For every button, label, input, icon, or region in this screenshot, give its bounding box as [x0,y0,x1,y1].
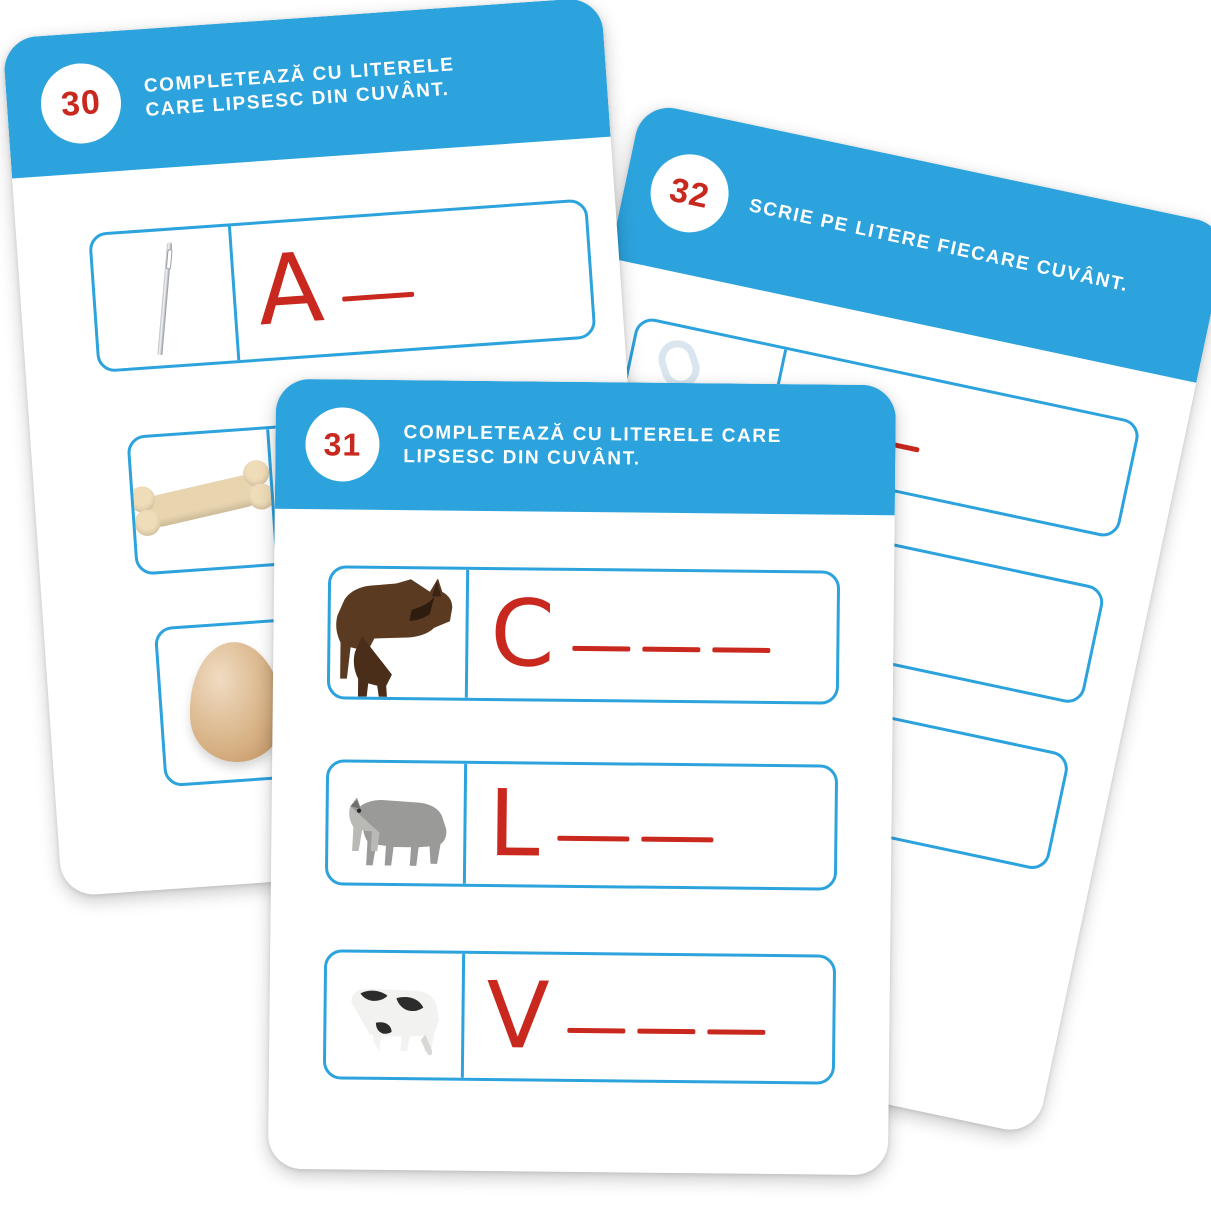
card-31-row-3-letter: V [485,962,550,1070]
card-31-row-2[interactable] [325,759,838,890]
card-32-instruction: SCRIE PE LITERE FIECARE CUVÂNT. [747,195,1131,297]
card-31-row-1[interactable] [327,565,840,704]
cow-icon [326,952,462,1077]
card-31-number-badge [305,407,380,482]
card-31-header [275,379,896,515]
card-30-row-1-letter: A [253,231,327,348]
wolf-icon [328,762,464,883]
card-31-row-3-picture [326,952,465,1077]
card-31-row-1-picture [330,568,469,697]
card-30-row-1-writing-area[interactable] [231,202,593,360]
card-31-instruction: COMPLETEAZĂ CU LITERELE CARE LIPSESC DIN CUVÂNT. [403,422,783,470]
card-31-row-3-blanks [567,1027,765,1034]
card-32-number: 32 [666,170,714,216]
card-31-row-3-writing-area[interactable] [464,954,833,1082]
blank-line [643,646,701,652]
card-30-header [2,0,610,178]
card-30-number-badge [38,61,123,146]
card-31-number: 31 [323,425,362,463]
horse-silhouette [330,568,466,697]
blank-line [342,291,414,301]
blank-line [558,835,630,841]
card-30-row-1-blanks [342,291,414,301]
card-31-row-2-letter: L [487,770,541,878]
flashcard-31[interactable] [268,379,896,1175]
blank-line [642,836,714,842]
sewing-needle-icon [91,227,237,370]
card-31-row-2-writing-area[interactable] [466,764,835,888]
card-31-row-2-picture [328,762,467,883]
card-31-row-3[interactable] [323,949,836,1084]
card-30-row-2-picture [130,429,279,572]
card-31-row-1-writing-area[interactable] [468,570,837,702]
bone-icon [130,429,276,572]
cow-silhouette [326,952,462,1077]
blank-line [567,1027,625,1033]
card-31-row-1-blanks [573,645,771,652]
card-31-row-2-blanks [558,835,714,842]
card-30-instruction: COMPLETEAZĂ CU LITERELE CARE LIPSESC DIN CUVÂNT. [143,54,456,121]
blank-line [713,647,771,653]
card-32-number-badge [643,147,736,240]
card-31-row-1-letter: C [489,580,556,688]
blank-line [707,1029,765,1035]
card-30-row-1-picture [91,226,240,369]
card-30-number: 30 [59,82,103,124]
horse-icon [330,568,466,697]
wolf-silhouette [328,762,464,883]
blank-line [573,645,631,651]
blank-line [637,1028,695,1034]
card-30-row-1[interactable] [88,198,597,373]
